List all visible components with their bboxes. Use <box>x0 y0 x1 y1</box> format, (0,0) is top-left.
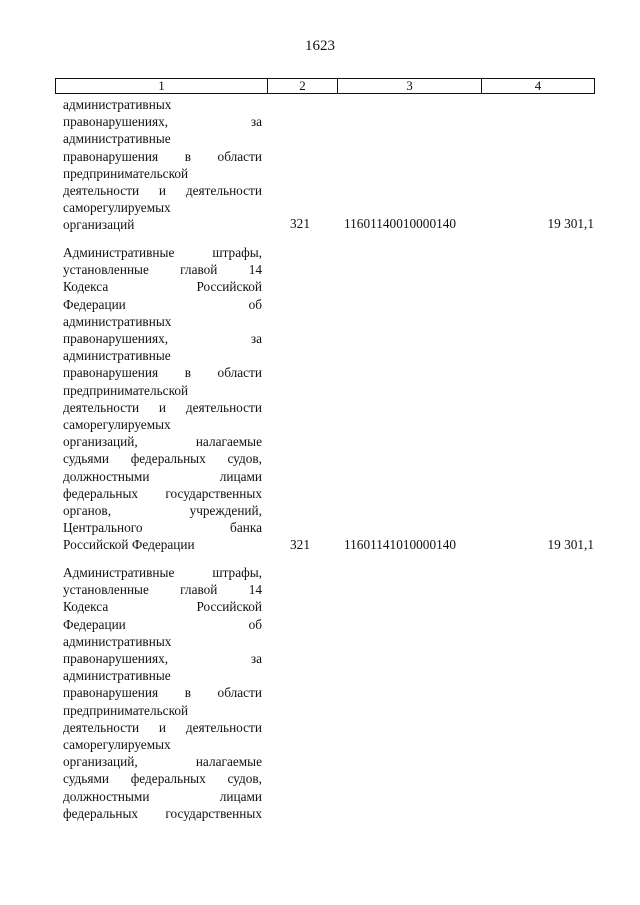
description-line: Административные штрафы, <box>63 245 262 260</box>
description-line: административных <box>63 313 172 329</box>
description-line: Российской Федерации <box>63 537 195 553</box>
description-line: Административные штрафы, <box>63 565 262 580</box>
row-amount: 19 301,1 <box>547 216 594 231</box>
description-line: должностными лицами <box>63 788 262 804</box>
description-line: деятельности и деятельности <box>63 719 262 735</box>
description-line: установленные главой 14 <box>63 262 262 278</box>
description-line: деятельности и деятельности <box>63 399 262 415</box>
description-line: саморегулируемых <box>63 200 171 216</box>
description-line: саморегулируемых <box>63 737 171 753</box>
description-line: правонарушениях, за <box>63 651 262 667</box>
description-line: Центрального банка <box>63 520 262 536</box>
description-line: должностными лицами <box>63 468 262 484</box>
header-col-1: 1 <box>56 79 268 93</box>
description-line: правонарушениях, за <box>63 114 262 130</box>
description-line: административные <box>63 131 171 147</box>
description-line: административных <box>63 97 172 112</box>
description-line: судьями федеральных судов, <box>63 451 262 467</box>
row-description <box>63 244 262 554</box>
description-line: предпринимательской <box>63 702 189 718</box>
description-line: федеральных государственных <box>63 805 262 821</box>
description-line: деятельности и деятельности <box>63 183 262 199</box>
description-line: административные <box>63 668 171 684</box>
description-line: правонарушениях, за <box>63 331 262 347</box>
row-code-admin: 321 <box>290 216 310 231</box>
description-line: правонарушения в области <box>63 148 262 164</box>
row-description <box>63 96 262 234</box>
description-line: правонарушения в области <box>63 685 262 701</box>
description-line: установленные главой 14 <box>63 582 262 598</box>
description-line: федеральных государственных <box>63 485 262 501</box>
row-amount: 19 301,1 <box>547 537 594 552</box>
row-description <box>63 564 262 822</box>
header-col-3: 3 <box>338 79 482 93</box>
description-line: административные <box>63 348 171 364</box>
row-code-admin: 321 <box>290 537 310 552</box>
description-line: организаций, налагаемые <box>63 434 262 450</box>
description-line: судьями федеральных судов, <box>63 771 262 787</box>
description-line: Кодекса Российской <box>63 599 262 615</box>
description-line: административных <box>63 633 172 649</box>
header-col-2: 2 <box>268 79 338 93</box>
description-line: правонарушения в области <box>63 365 262 381</box>
row-code-kbk: 11601140010000140 <box>344 216 457 231</box>
description-line: Кодекса Российской <box>63 279 262 295</box>
header-col-4: 4 <box>534 78 542 93</box>
description-line: организаций, налагаемые <box>63 754 262 770</box>
description-line: предпринимательской <box>63 382 189 398</box>
description-line: Федерации об <box>63 296 262 312</box>
description-line: органов, учреждений, <box>63 503 262 519</box>
table-header <box>55 78 595 94</box>
row-code-kbk: 11601141010000140 <box>344 537 457 552</box>
page-number: 1623 <box>305 38 335 54</box>
description-line: предпринимательской <box>63 165 189 181</box>
description-line: организаций <box>63 217 135 233</box>
description-line: Федерации об <box>63 616 262 632</box>
description-line: саморегулируемых <box>63 417 171 433</box>
